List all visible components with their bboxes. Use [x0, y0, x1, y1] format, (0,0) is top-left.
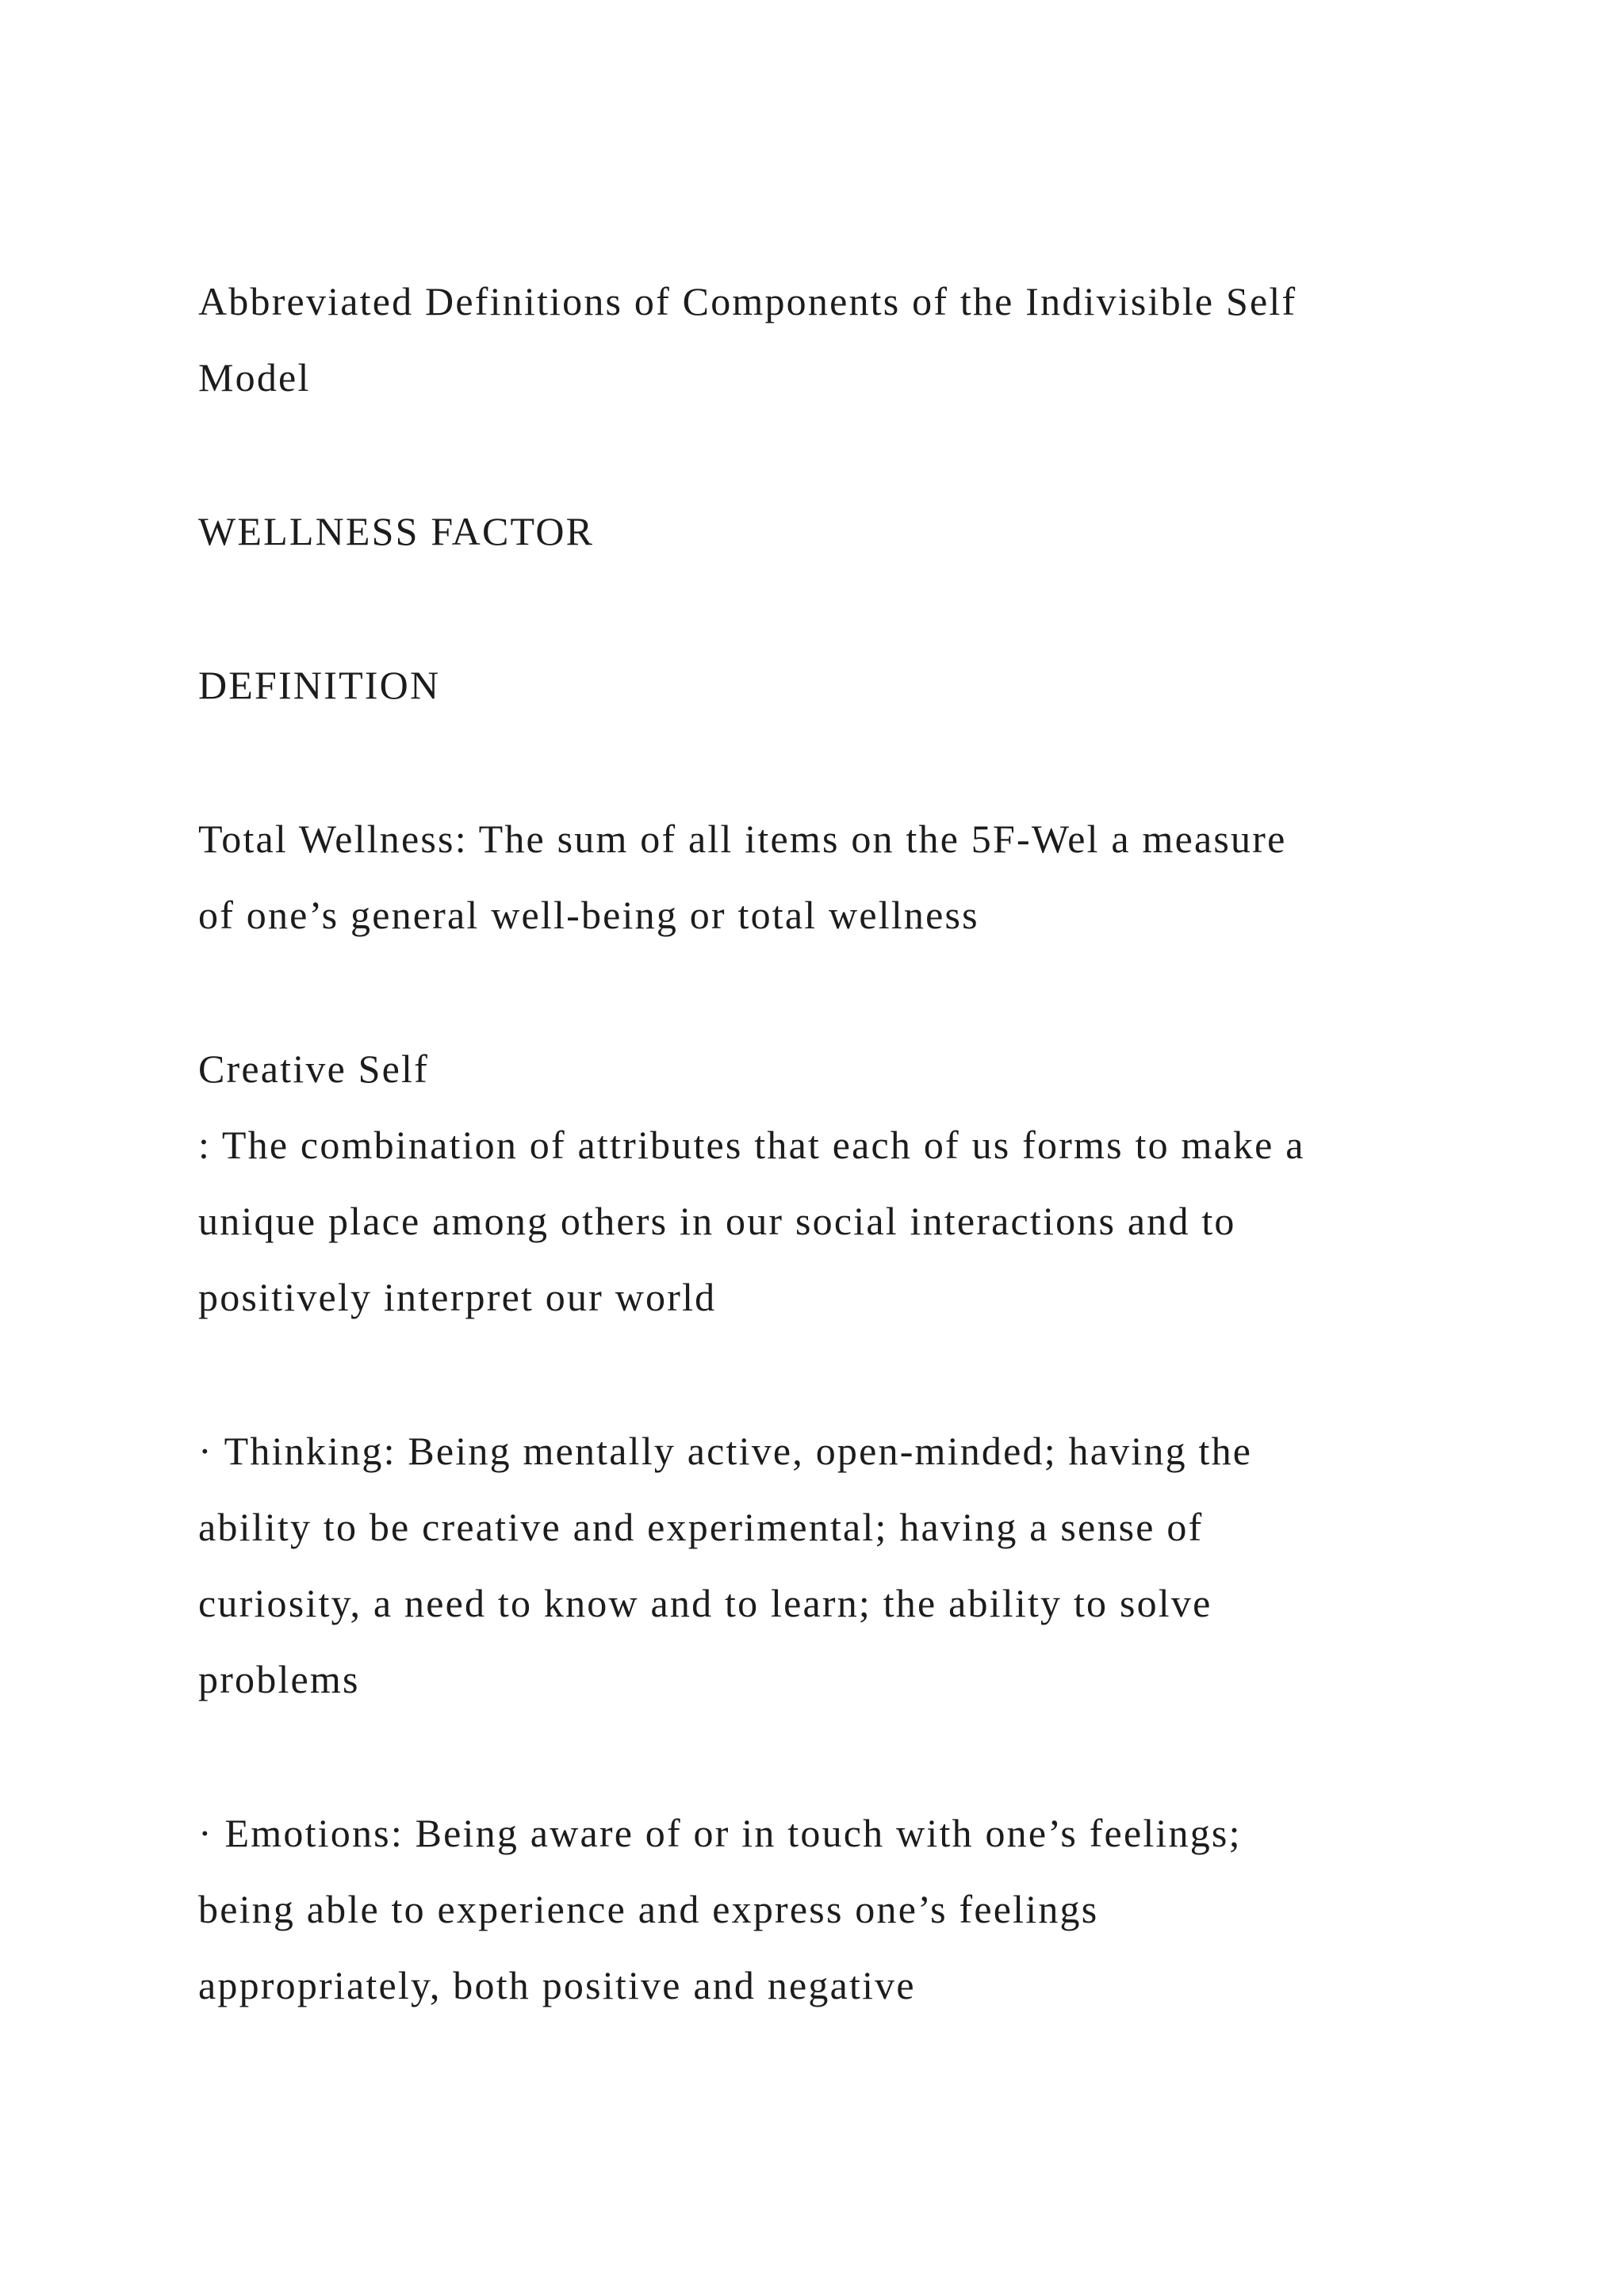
emotions-line-3: appropriately, both positive and negative — [198, 1963, 916, 2007]
definition-header: DEFINITION — [198, 663, 441, 707]
emotions-line-1: · Emotions: Being aware of or in touch with one’s feelings; — [198, 1811, 1242, 1855]
creative-self-heading: Creative Self — [198, 1047, 430, 1091]
thinking-line-1: · Thinking: Being mentally active, open-minded; having the — [198, 1429, 1253, 1473]
thinking-line-4: problems — [198, 1657, 360, 1701]
emotions-line-2: being able to experience and express one’s feelings — [198, 1887, 1099, 1931]
wellness-factor-header: WELLNESS FACTOR — [198, 509, 595, 553]
creative-self-line-1: : The combination of attributes that each of us forms to make a — [198, 1123, 1305, 1167]
total-wellness-line-2: of one’s general well-being or total wellness — [198, 893, 979, 937]
document-title-line-2: Model — [198, 355, 311, 400]
creative-self-line-2: unique place among others in our social interactions and to — [198, 1199, 1236, 1243]
document-title-line-1: Abbreviated Definitions of Components of the Indivisible Self — [198, 279, 1297, 323]
total-wellness-line-1: Total Wellness: The sum of all items on the 5F-Wel a measure — [198, 817, 1287, 861]
thinking-line-2: ability to be creative and experimental; having a sense of — [198, 1505, 1204, 1549]
thinking-line-3: curiosity, a need to know and to learn; the ability to solve — [198, 1581, 1212, 1625]
creative-self-line-3: positively interpret our world — [198, 1275, 717, 1319]
